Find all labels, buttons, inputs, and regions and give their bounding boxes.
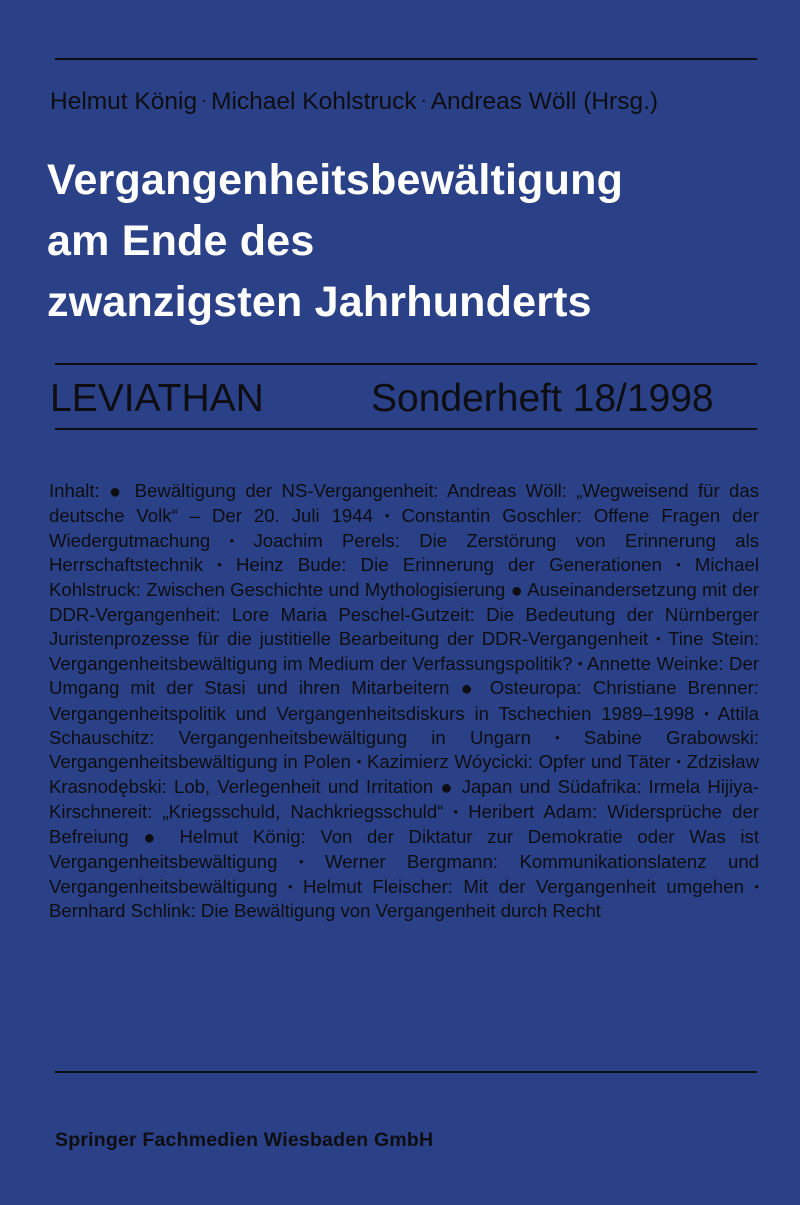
contents-item: Constantin Goschler: Offene Fragen der Wiedergutmachung — [49, 505, 760, 551]
item-bullet: • — [555, 730, 560, 746]
contents-item: Christiane Brenner: Vergangenheitspolitik und Vergangenheitsdiskurs in Tschechien 1989–1998 — [49, 677, 759, 724]
item-bullet: • — [453, 804, 459, 820]
item-bullet: • — [356, 754, 362, 770]
contents-item: Sabine Grabowski: Vergangenheitsbewältigung in Polen — [49, 727, 759, 773]
section-bullet: ● — [109, 481, 126, 503]
series-rule-bottom — [55, 428, 757, 430]
contents-item: Irmela Hijiya-Kirschnereit: „Kriegsschuld, Nachkriegsschuld“ — [49, 775, 759, 823]
contents-section-name: Bewältigung der NS-Vergangenheit: — [134, 480, 439, 501]
item-bullet: • — [298, 854, 304, 870]
contents-item: Zdzisław Krasnodębski: Lob, Verlegenheit und Irritation — [49, 751, 759, 797]
contents-item: Bernhard Schlink: Die Bewältigung von Vergangenheit durch Recht — [49, 899, 601, 921]
editor-separator: · — [420, 90, 427, 110]
title-line: zwanzigsten Jahrhunderts — [47, 278, 592, 326]
contents-item: Attila Schauschitz: Vergangenheitsbewältigung in Ungarn — [49, 702, 759, 749]
item-bullet: • — [754, 878, 759, 894]
contents-item: Heinz Bude: Die Erinnerung der Generationen — [236, 554, 662, 576]
contents-item: Lore Maria Peschel-Gutzeit: Die Bedeutung der Nürnberger Juristenprozesse für die justitielle Bearbeitung der DDR-Vergangenheit — [49, 604, 759, 650]
contents-item: Werner Bergmann: Kommunikationslatenz und Vergangenheitsbewältigung — [49, 851, 760, 897]
editor-name: Andreas Wöll (Hrsg.) — [430, 88, 659, 115]
contents-section-name: Osteuropa: — [489, 677, 582, 699]
item-bullet: • — [287, 878, 293, 894]
bottom-rule — [55, 1071, 757, 1073]
editor-name: Michael Kohlstruck — [211, 88, 417, 115]
series-issue: Sonderheft 18/1998 — [371, 377, 714, 420]
item-bullet: • — [229, 532, 235, 548]
contents-item: Heribert Adam: Widersprüche der Befreiung — [49, 801, 760, 847]
section-bullet: ● — [440, 776, 455, 799]
item-bullet: • — [676, 754, 681, 770]
item-bullet: • — [656, 631, 661, 647]
contents-item: Annette Weinke: Der Umgang mit der Stasi und ihren Mitarbeitern — [49, 652, 759, 699]
contents-section-name: Auseinandersetzung mit der DDR-Vergangenheit: — [49, 578, 759, 626]
item-bullet: • — [704, 705, 709, 721]
contents-label: Inhalt: — [49, 480, 100, 501]
contents-item: Joachim Perels: Die Zerstörung von Erinnerung als Herrschaftstechnik — [49, 529, 759, 576]
book-title — [47, 150, 767, 333]
item-bullet: • — [577, 655, 583, 671]
contents-item: Michael Kohlstruck: Zwischen Geschichte und Mythologisierung — [49, 554, 759, 600]
editors-line — [50, 85, 760, 117]
item-bullet: • — [676, 557, 681, 573]
title-line: Vergangenheitsbewältigung — [47, 156, 624, 204]
contents-item: Kazimierz Wóycicki: Opfer und Täter — [367, 751, 671, 773]
title-line: am Ende des — [47, 217, 315, 265]
section-bullet: ● — [510, 579, 523, 602]
contents-item: Helmut König: Von der Diktatur zur Demokratie oder Was ist Vergangenheitsbewältigung — [49, 825, 759, 873]
top-rule — [55, 58, 757, 60]
editor-name: Helmut König — [50, 88, 198, 115]
series-name: LEVIATHAN — [50, 377, 264, 420]
item-bullet: • — [217, 557, 222, 573]
contents-item: Tine Stein: Vergangenheitsbewältigung im Medium der Verfassungspolitik? — [49, 628, 759, 674]
contents-item: Helmut Fleischer: Mit der Vergangenheit umgehen — [302, 875, 744, 897]
contents-section-name: Japan und Südafrika: — [461, 775, 642, 797]
contents-item: Andreas Wöll: „Wegweisend für das deutsche Volk“ – Der 20. Juli 1944 — [49, 480, 759, 527]
item-bullet: • — [384, 508, 390, 524]
table-of-contents — [49, 479, 759, 923]
editor-separator: · — [201, 90, 208, 110]
series-rule-top — [55, 363, 757, 365]
section-bullet: ● — [143, 826, 165, 849]
publisher: Springer Fachmedien Wiesbaden GmbH — [55, 1129, 434, 1151]
section-bullet: ● — [460, 678, 479, 701]
